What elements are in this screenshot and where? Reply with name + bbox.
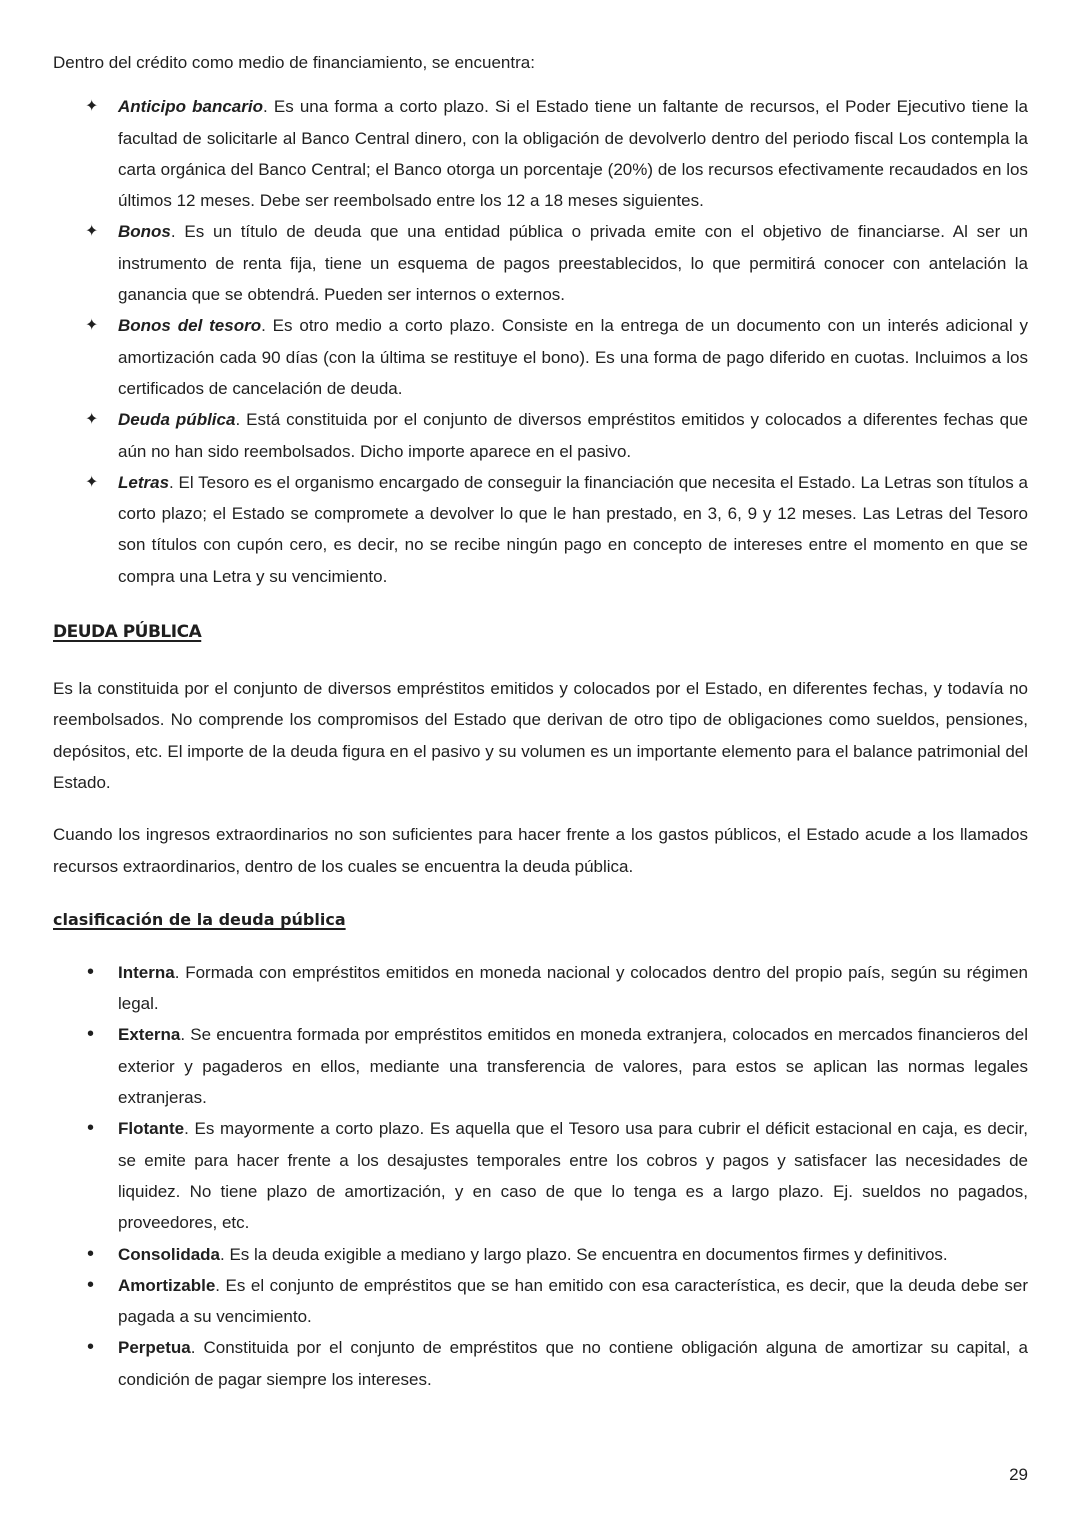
list-item [53, 467, 1028, 592]
item-term: Deuda pública [118, 410, 236, 430]
item-term: Bonos del tesoro [118, 316, 262, 336]
page-number: 29 [1009, 1465, 1028, 1484]
section-paragraph: Cuando los ingresos extraordinarios no son suficientes para hacer frente a los gastos públicos, el Estado acude a los llamados recursos extraordinarios, dentro de los cuales se encuentra la deuda pública. [53, 825, 1028, 876]
list-item [53, 1270, 1028, 1333]
item-text: . Constituida por el conjunto de empréstitos que no contiene obligación alguna de amortizar su capital, a condición de pagar siempre los intereses. [118, 1338, 1028, 1389]
item-text: . Es una forma a corto plazo. Si el Estado tiene un faltante de recursos, el Poder Ejecutivo tiene la facultad de solicitarle al Banco Central dinero, con la obligación de devolverlo dentro del periodo fiscal Los contempla la carta orgánica del Banco Central; el Banco otorga un porcentaje (20%) de los recursos efectivamente recaudados en los últimos 12 meses. Debe ser reembolsado entre los 12 a 18 meses siguientes. [118, 97, 1029, 211]
classification-list [53, 957, 1028, 1395]
bullet-icon: • [87, 1273, 95, 1296]
bullet-icon: • [87, 1117, 95, 1140]
section-title: DEUDA PÚBLICA [53, 622, 202, 643]
credit-items-list [53, 91, 1028, 592]
item-text: . Es mayormente a corto plazo. Es aquella que el Tesoro usa para cubrir el déficit estacional en caja, es decir, se emite para hacer frente a los desajustes temporales entre los cobros y pagos y satisfacer las necesidades de liquidez. No tiene plazo de amortización, y en caso de que lo tenga es a largo plazo. Ej. sueldos no pagados, proveedores, etc. [118, 1119, 1028, 1233]
subsection-title: clasificación de la deuda pública [53, 909, 346, 929]
item-term: Anticipo bancario [118, 97, 263, 117]
list-item [53, 1019, 1028, 1113]
star-bullet-icon: ✦ [85, 317, 99, 335]
list-item [53, 91, 1028, 216]
star-bullet-icon: ✦ [85, 223, 99, 241]
list-item [53, 1113, 1028, 1238]
list-item [53, 1332, 1028, 1395]
item-text: . Es un título de deuda que una entidad pública o privada emite con el objetivo de financiarse. Al ser un instrumento de renta fija, tiene un esquema de pagos preestablecidos, lo que permitirá conocer con antelación la ganancia que se obtendrá. Pueden ser internos o externos. [118, 222, 1028, 305]
item-text: . Formada con empréstitos emitidos en moneda nacional y colocados dentro del propio país, según su régimen legal. [118, 962, 1028, 1014]
document-page [53, 47, 1028, 1395]
item-text: . Es otro medio a corto plazo. Consiste en la entrega de un documento con un interés adicional y amortización cada 90 días (con la última se restituye el bono). Es una forma de pago diferido en cuotas. Incluimos a los certificados de cancelación de deuda. [118, 316, 1028, 398]
item-term: Consolidada [118, 1244, 221, 1264]
bullet-icon: • [87, 960, 95, 983]
section-paragraph: Es la constituida por el conjunto de diversos empréstitos emitidos y colocados por el Estado, en diferentes fechas, y todavía no reembolsados. No comprende los compromisos del Estado que derivan de otro tipo de obligaciones como sueldos, pensiones, depósitos, etc. El importe de la deuda figura en el pasivo y su volumen es un importante elemento para el balance patrimonial del Estado. [53, 679, 1028, 792]
list-item [53, 216, 1028, 310]
item-term: Flotante [118, 1119, 185, 1139]
star-bullet-icon: ✦ [85, 98, 99, 116]
item-term: Bonos [118, 222, 171, 242]
item-text: . El Tesoro es el organismo encargado de conseguir la financiación que necesita el Estado. La Letras son títulos a corto plazo; el Estado se compromete a devolver lo que le han prestado, en 3, 6, 9 y 12 meses. Las Letras del Tesoro son títulos con cupón cero, es decir, no se recibe ningún pago en concepto de intereses entre el momento en que se compra una Letra y su vencimiento. [118, 472, 1028, 586]
bullet-icon: • [87, 1023, 95, 1046]
list-item [53, 404, 1028, 467]
item-text: . Está constituida por el conjunto de diversos empréstitos emitidos y colocados a diferentes fechas que aún no han sido reembolsados. Dicho importe aparece en el pasivo. [118, 410, 1028, 461]
intro-paragraph: Dentro del crédito como medio de financiamiento, se encuentra: [53, 53, 535, 72]
item-text: . Se encuentra formada por empréstitos emitidos en moneda extranjera, colocados en mercados financieros del exterior y pagaderos en ellos, mediante una transferencia de valores, para estos se aplican las normas legales extranjeras. [118, 1025, 1028, 1108]
item-term: Letras [118, 472, 170, 492]
item-term: Externa [118, 1025, 181, 1045]
list-item [53, 957, 1028, 1020]
star-bullet-icon: ✦ [85, 411, 99, 429]
item-text: . Es el conjunto de empréstitos que se han emitido con esa característica, es decir, que la deuda debe ser pagada a su vencimiento. [118, 1275, 1028, 1327]
bullet-icon: • [87, 1242, 95, 1265]
item-term: Amortizable [118, 1275, 216, 1295]
list-item [53, 310, 1028, 404]
bullet-icon: • [87, 1336, 95, 1359]
list-item [53, 1239, 1028, 1270]
classification-list-wrapper [53, 957, 1028, 1395]
star-bullet-icon: ✦ [85, 473, 99, 491]
item-term: Interna [118, 962, 175, 982]
item-term: Perpetua [118, 1338, 191, 1358]
item-text: . Es la deuda exigible a mediano y largo plazo. Se encuentra en documentos firmes y definitivos. [220, 1244, 948, 1264]
